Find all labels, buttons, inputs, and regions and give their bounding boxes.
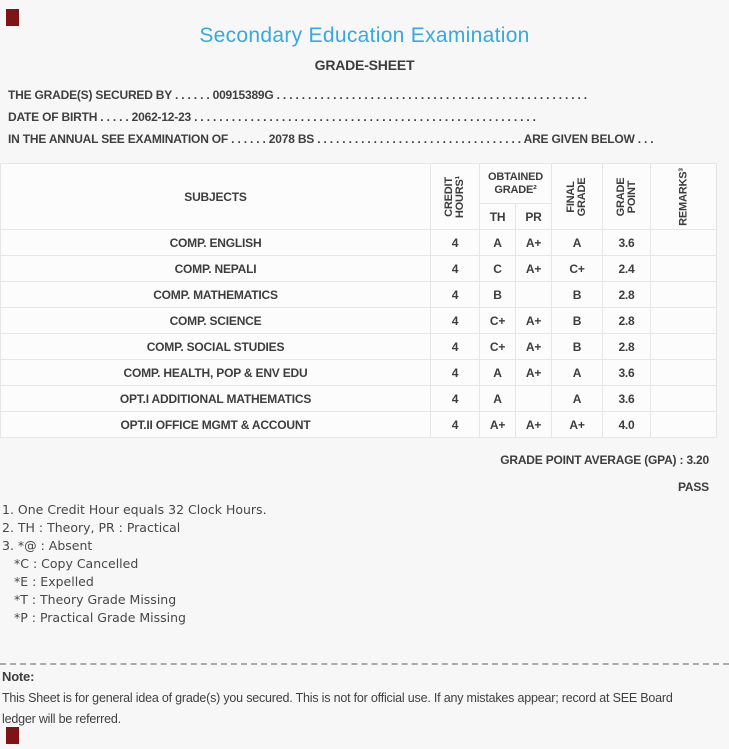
credit-cell: 4 bbox=[431, 230, 480, 256]
grades-table bbox=[0, 163, 717, 438]
pr-grade-cell: A+ bbox=[516, 412, 552, 438]
table-row bbox=[1, 230, 717, 256]
subject-cell: COMP. MATHEMATICS bbox=[1, 282, 431, 308]
page-title: Secondary Education Examination bbox=[199, 24, 530, 47]
footnote-th-pr: 2. TH : Theory, PR : Practical bbox=[2, 520, 181, 535]
pr-grade-cell: A+ bbox=[516, 334, 552, 360]
grade-point-cell: 2.4 bbox=[603, 256, 651, 282]
col-header-grade-point: GRADE POINT bbox=[603, 164, 651, 230]
footnote-theory-missing: *T : Theory Grade Missing bbox=[14, 592, 177, 607]
footnotes bbox=[2, 501, 267, 627]
remarks-cell bbox=[651, 230, 717, 256]
table-row bbox=[1, 282, 717, 308]
grade-point-cell: 3.6 bbox=[603, 230, 651, 256]
subject-cell: COMP. NEPALI bbox=[1, 256, 431, 282]
credit-cell: 4 bbox=[431, 334, 480, 360]
subject-cell: COMP. SCIENCE bbox=[1, 308, 431, 334]
table-row bbox=[1, 334, 717, 360]
credit-cell: 4 bbox=[431, 386, 480, 412]
pr-grade-cell: A+ bbox=[516, 360, 552, 386]
final-grade-cell: B bbox=[552, 282, 603, 308]
corner-marker-bottom-icon bbox=[6, 727, 19, 744]
credit-cell: 4 bbox=[431, 412, 480, 438]
subject-cell: COMP. HEALTH, POP & ENV EDU bbox=[1, 360, 431, 386]
table-row bbox=[1, 386, 717, 412]
table-row bbox=[1, 360, 717, 386]
th-grade-cell: A+ bbox=[480, 412, 516, 438]
footnote-practical-missing: *P : Practical Grade Missing bbox=[14, 610, 186, 625]
info-line-secured-by: THE GRADE(S) SECURED BY . . . . . . 00915389G . . . . . . . . . . . . . . . . . . . . . . . . . . . . . . . . . . . . . . . . . . . . . . . . . . bbox=[8, 88, 587, 102]
note-text: This Sheet is for general idea of grade(s) you secured. This is not for official use. If any mistakes appear; record at SEE Board ledger will be referred. bbox=[2, 691, 673, 726]
grade-point-cell: 2.8 bbox=[603, 282, 651, 308]
final-grade-cell: A bbox=[552, 230, 603, 256]
col-header-obtained-grade: OBTAINED GRADE² bbox=[480, 164, 552, 204]
final-grade-cell: A bbox=[552, 386, 603, 412]
pr-grade-cell: A+ bbox=[516, 308, 552, 334]
final-grade-cell: C+ bbox=[552, 256, 603, 282]
note-label: Note: bbox=[2, 669, 35, 684]
subject-cell: OPT.I ADDITIONAL MATHEMATICS bbox=[1, 386, 431, 412]
col-header-th: TH bbox=[480, 204, 516, 230]
remarks-cell bbox=[651, 412, 717, 438]
th-grade-cell: C bbox=[480, 256, 516, 282]
table-row bbox=[1, 256, 717, 282]
info-line-examination-year: IN THE ANNUAL SEE EXAMINATION OF . . . . . . 2078 BS . . . . . . . . . . . . . . . . . . . . . . . . . . . . . . . . . ARE GIVEN BELOW . . . bbox=[8, 132, 654, 146]
gpa-label: GRADE POINT AVERAGE (GPA) : bbox=[500, 453, 684, 467]
credit-cell: 4 bbox=[431, 360, 480, 386]
grade-point-cell: 2.8 bbox=[603, 334, 651, 360]
table-row bbox=[1, 308, 717, 334]
grade-point-cell: 2.8 bbox=[603, 308, 651, 334]
remarks-cell bbox=[651, 360, 717, 386]
th-grade-cell: B bbox=[480, 282, 516, 308]
remarks-cell bbox=[651, 386, 717, 412]
remarks-cell bbox=[651, 282, 717, 308]
grade-point-cell: 4.0 bbox=[603, 412, 651, 438]
grade-point-cell: 3.6 bbox=[603, 386, 651, 412]
remarks-cell bbox=[651, 334, 717, 360]
gpa-value: 3.20 bbox=[686, 453, 709, 467]
col-header-subjects: SUBJECTS bbox=[1, 164, 431, 230]
final-grade-cell: B bbox=[552, 308, 603, 334]
col-header-remarks: REMARKS³ bbox=[651, 164, 717, 230]
footnote-expelled: *E : Expelled bbox=[14, 574, 94, 589]
table-row bbox=[1, 412, 717, 438]
final-grade-cell: B bbox=[552, 334, 603, 360]
grade-point-cell: 3.6 bbox=[603, 360, 651, 386]
th-grade-cell: A bbox=[480, 386, 516, 412]
final-grade-cell: A+ bbox=[552, 412, 603, 438]
credit-cell: 4 bbox=[431, 282, 480, 308]
col-header-pr: PR bbox=[516, 204, 552, 230]
pr-grade-cell bbox=[516, 386, 552, 412]
th-grade-cell: C+ bbox=[480, 334, 516, 360]
gpa-summary bbox=[500, 453, 709, 467]
footnote-credit-hours: 1. One Credit Hour equals 32 Clock Hours. bbox=[2, 502, 267, 517]
info-line-date-of-birth: DATE OF BIRTH . . . . . 2062-12-23 . . . . . . . . . . . . . . . . . . . . . . . . . . . . . . . . . . . . . . . . . . . . . . . . . . . . . . . bbox=[8, 110, 536, 124]
pr-grade-cell: A+ bbox=[516, 256, 552, 282]
th-grade-cell: A bbox=[480, 360, 516, 386]
subject-cell: COMP. SOCIAL STUDIES bbox=[1, 334, 431, 360]
remarks-cell bbox=[651, 308, 717, 334]
pr-grade-cell bbox=[516, 282, 552, 308]
remarks-cell bbox=[651, 256, 717, 282]
credit-cell: 4 bbox=[431, 256, 480, 282]
credit-cell: 4 bbox=[431, 308, 480, 334]
candidate-info bbox=[8, 84, 723, 150]
subject-cell: COMP. ENGLISH bbox=[1, 230, 431, 256]
page-subtitle: GRADE-SHEET bbox=[314, 57, 415, 73]
dashed-divider bbox=[0, 663, 729, 665]
final-grade-cell: A bbox=[552, 360, 603, 386]
result-status: PASS bbox=[678, 480, 709, 494]
col-header-final-grade: FINAL GRADE bbox=[552, 164, 603, 230]
col-header-credit-hours: CREDIT HOURS¹ bbox=[431, 164, 480, 230]
pr-grade-cell: A+ bbox=[516, 230, 552, 256]
footnote-absent: 3. *@ : Absent bbox=[2, 538, 93, 553]
subject-cell: OPT.II OFFICE MGMT & ACCOUNT bbox=[1, 412, 431, 438]
footnote-copy-cancelled: *C : Copy Cancelled bbox=[14, 556, 139, 571]
th-grade-cell: A bbox=[480, 230, 516, 256]
th-grade-cell: C+ bbox=[480, 308, 516, 334]
